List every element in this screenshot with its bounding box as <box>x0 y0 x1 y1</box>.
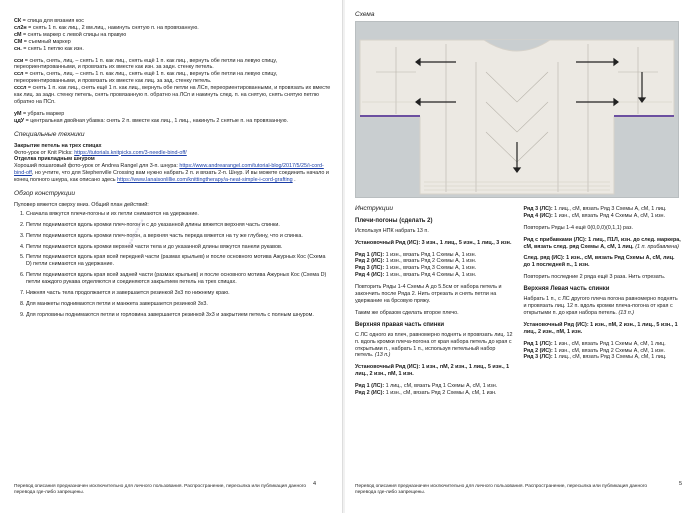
abbrev-key: сн. <box>14 45 22 52</box>
shoulder-heading: Плечи-погоны (сделать 2) <box>355 217 433 224</box>
row-instruction: 1 изн., сМ, вязать Ряд 1 Схемы А, сМ, 1 лиц. <box>552 340 666 347</box>
pattern-row <box>524 213 683 220</box>
close-paragraph <box>14 150 332 157</box>
pattern-row <box>355 252 514 259</box>
abbrev-key: сси <box>14 57 24 64</box>
abbrev-def: = снять 1 п. как лиц., снять ещё 1 п. как лиц., вернуть обе петли на ЛСп, переориентированными, и провязать их вместе как лиц. за задн. стенку петель, снять провязанную п. обратно на ЛСп и накинуть след. п. на снятую, снять снятую петлю обратно на ПСп. <box>14 85 331 105</box>
icord-link2[interactable]: https://www.lanaisonlillie.com/knittingtherapy/a-neat-simple-i-cord-grafting <box>117 177 293 184</box>
construction-step: 5. Петли поднимаются вдоль края всей передней части (размах крыльев) и после основного мотива Ажурных Кос (Схема D) петли снимаются на удержание. <box>26 254 332 268</box>
back-right-text <box>355 332 514 360</box>
row-label: Ряд 1 (ЛС): <box>523 340 553 347</box>
abbrev-item <box>14 85 332 106</box>
abbrev-def: = съемный маркер <box>22 38 71 45</box>
construction-step: 2. Петли поднимаются вдоль кромки плеч-погон и с до указанной длины вяжется верхняя часть спинки. <box>26 222 332 229</box>
abbrev-key: сссл <box>14 85 27 92</box>
garment-photo <box>355 21 679 198</box>
back-right-rows <box>355 383 514 397</box>
row-instruction: 1 изн., вязать Ряд 3 Схемы А, 1 изн. <box>384 265 477 272</box>
abbrev-item <box>14 111 332 118</box>
abbrev-item <box>14 18 332 25</box>
page-left <box>0 0 343 513</box>
abbrev-key: СМ <box>14 38 23 45</box>
construction-steps <box>14 211 332 319</box>
icord-title: Отделка прикладным шнуром <box>14 156 95 163</box>
sweater-image <box>356 22 678 197</box>
row-label: Ряд 4 (ИС): <box>355 272 385 279</box>
increase-row-text: Ряд с прибавками (ЛС): 1 лиц., П1Л, изн. до след. маркера, сМ, вязать след. ряд Схемы А, сМ, 1 лиц. <box>523 236 681 250</box>
abbrev-def: = снять, снять, лиц. – снять 1 п. как лиц., снять ещё 1 п. как лиц., вернуть обе петли на левую спицу, переориентированными, и провязать их вместе как лиц. за зад. стенку петель. <box>14 71 278 85</box>
row-instruction: 1 лиц., сМ, вязать Ряд 3 Схемы А, сМ, 1 лиц. <box>552 205 667 212</box>
back-left-text <box>524 296 683 317</box>
abbrev-list-1 <box>14 18 332 53</box>
repeat-rows: Повторить Ряды 1-4 ещё 0(0,0,0)(0,1,1) раз. <box>523 224 633 231</box>
construction-step: 3. Петли поднимаются вдоль кромки плеч-погон, а верхняя часть переда вяжется на ту же глубину, что и спинка. <box>26 233 332 240</box>
back-right-body: С ЛС одного из плеч, равномерно поднять и провязать лиц. 12 п. вдоль кромки плеча-погона от края набора петель до края с открытыми п., набрать 1 п., используя петельный набор петель. <box>355 331 513 359</box>
construction-step: 4. Петли поднимаются вдоль кромки верхней части тела и до указанной длины вяжутся панели рукавов. <box>26 244 332 251</box>
abbrev-list-3 <box>14 111 332 125</box>
abbrev-item <box>14 118 332 125</box>
row-instruction: 1 изн., вязать Ряд 2 Схемы А, 1 изн. <box>384 258 477 265</box>
abbrev-def: = снять 1 петлю как изн. <box>21 45 84 52</box>
construction-step: 9. Для горловины поднимаются петли и горловина завершается резинкой 3х3 и закрытием петель с полным шнуром. <box>26 312 332 319</box>
row-instruction: 1 изн., вязать Ряд 1 Схемы А, 1 изн. <box>384 251 477 258</box>
abbrev-def: = снять 1 п. как лиц., 2 вм.лиц., накинуть снятую п. на провязанную. <box>26 24 199 31</box>
icord-paragraph: Хороший пошаговый фото-урок от Andrea Rangel для 3-п. шнура: https://www.andrearangel.com/tutorial-blog/2017/5/25/i-cord-bind-off, но учтите, что для Stephenville Crossing вам нужно набрать 2 п. и вязать 2-п. Шнур. И вы можете соединить начало и конец полного шнура, как описано здесь https://www.lanaisonlillie.com/knittingtherapy/a-neat-simple-i-cord-grafting . <box>14 163 329 184</box>
schema-title: Схема <box>355 11 375 18</box>
abbrev-def: = спица для вязания кос <box>21 18 84 24</box>
construction-step: 6. Петли поднимаются вдоль края всей задней части (размах крыльев) и после основного мотива Ажурных Кос (Схема D) петли каждого рукава отделяются и соединяются закрытием петель на трех спицах. <box>26 272 332 286</box>
row-instruction: 1 изн., сМ, вязать Ряд 4 Схемы А, сМ, 1 изн. <box>552 212 666 219</box>
page-number-right: 5 <box>679 481 683 488</box>
instructions-heading: Инструкции <box>355 204 394 212</box>
shoulder-rows <box>355 252 514 280</box>
footer-note-right: Перевод описания предназначен исключительно для личного пользования. Распространение, пересылка или публикация данного перевода где-либо запрещены. <box>355 484 648 495</box>
pattern-row <box>524 354 683 361</box>
row-label: Ряд 3 (ЛС): <box>523 205 553 212</box>
instructions-column-1 <box>355 206 514 397</box>
row-label: Ряд 4 (ИС): <box>523 212 553 219</box>
back-left-body: Набрать 1 п., с ЛС другого плеча погона равномерно поднять и провязать лиц. 12 п. вдоль кромки плеча-погона от края с открытыми п. до края набора петель. <box>523 296 678 316</box>
repeat-last: Повторить последние 2 ряда ещё 3 раза. Нить отрезать. <box>523 274 666 281</box>
setup-row-2: Установочный Ряд (ИС): 1 изн., пМ, 2 изн., 1 лиц., 5 изн., 1 лиц., 2 изн., пМ, 1 изн. <box>355 364 510 378</box>
abbrev-key: уМ <box>14 110 22 117</box>
icord-text2: , но учтите, что для Stephenville Crossing вам нужно набрать 2 п. и вязать 2-п. Шнур. И вы можете соединить начало и конец полного шнура, как описано здесь <box>14 170 329 184</box>
back-left-rows <box>524 341 683 362</box>
row-instruction: 1 изн., сМ, вязать Ряд 2 Схемы А, сМ, 1 изн. <box>552 347 666 354</box>
row-instruction: 1 лиц., сМ, вязать Ряд 1 Схемы А, сМ, 1 изн. <box>384 383 498 390</box>
row-label: Ряд 1 (ЛС): <box>355 251 385 258</box>
setup-row-3: Установочный Ряд (ИС): 1 изн., пМ, 2 изн., 1 лиц., 5 изн., 1 лиц., 2 изн., пМ, 1 изн. <box>523 321 678 335</box>
abbrev-item <box>14 71 332 85</box>
pattern-row <box>355 383 514 390</box>
shoulder-repeat: Повторить Ряды 1-4 Схемы А до 5.5см от набора петель и закончить после Ряда 2. Нить отрезать и снять петли на удержание на брсовую пряжу. <box>355 284 502 304</box>
increase-note: (1 п. прибавлена) <box>635 243 679 250</box>
row-label: Ряд 3 (ЛС): <box>523 354 553 361</box>
row-label: Ряд 2 (ИС): <box>355 258 385 265</box>
icord-text: Хороший пошаговый фото-урок от Andrea Rangel для 3-п. шнура: <box>14 163 180 170</box>
row-label: Ряд 3 (ЛС): <box>355 265 385 272</box>
overview-intro: Пуловер вяжется сверху вниз. Общий план действий: <box>14 201 149 208</box>
close-link[interactable]: https://tutorials.knitpicks.com/3-needle-bind-off/ <box>74 149 187 156</box>
watermark: •••••••••• <box>123 216 148 250</box>
special-techniques-heading: Специальные техники <box>14 130 85 138</box>
back-left-count: (13 п.) <box>618 309 634 316</box>
pattern-row <box>355 390 514 397</box>
back-right-heading: Верхняя правая часть спинки <box>355 321 445 328</box>
row-instruction: 1 лиц., сМ, вязать Ряд 3 Схемы А, сМ, 1 лиц. <box>552 354 667 361</box>
row-instruction: 1 изн., вязать Ряд 4 Схемы А, 1 изн. <box>384 272 477 279</box>
abbrev-key: цдУ <box>14 117 25 124</box>
setup-row: Установочный Ряд (ИС): 3 изн., 1 лиц., 5 изн., 1 лиц., 3 изн. <box>355 239 512 246</box>
abbrev-key: сМ <box>14 31 22 38</box>
abbrev-def: = снять, снять, лиц. – снять 1 п. как лиц., снять ещё 1 п. как лиц., вернуть обе петли на левую спицу, переориентированными, и провязать их вместе как изн. за задн. стенку петель. <box>14 57 278 71</box>
abbrev-def: = убрать маркер <box>21 110 65 117</box>
abbrev-item <box>14 58 332 72</box>
pattern-row <box>524 348 683 355</box>
close-text: Фото-урок от Knit Picks: <box>14 149 75 156</box>
abbrev-list-2 <box>14 58 332 106</box>
construction-step: 8. Для манжеты поднимаются петли и манжета завершается резинкой 3х3. <box>26 301 332 308</box>
second-shoulder: Таким же образом сделать второе плечо. <box>355 309 459 316</box>
abbrev-def: = центральная двойная убавка: снять 2 п. вместе как лиц., 1 лиц., накинуть 2 снятые п. на провязанную. <box>24 117 289 124</box>
page-number-left: 4 <box>313 481 317 488</box>
back-right-rows-cont <box>524 206 683 220</box>
abbrev-def: = снять маркер с левой спицы на правую <box>21 31 127 38</box>
pattern-row <box>355 258 514 265</box>
abbrev-item <box>14 32 332 39</box>
abbrev-item <box>14 25 332 32</box>
pattern-row <box>524 206 683 213</box>
page-right <box>345 0 690 513</box>
row-label: Ряд 1 (ЛС): <box>355 383 385 390</box>
construction-step: 7. Нижняя часть тела продолжается и завершается резинкой 3х3 по нижнему краю. <box>26 290 332 297</box>
abbrev-key: ссл <box>14 71 24 78</box>
instructions-column-2 <box>524 206 683 397</box>
next-row: След. ряд (ИС): 1 изн., сМ, вязать Ряд Схемы А, сМ, лиц. до 1 последней п., 1 изн. <box>523 255 675 269</box>
close-title: Закрытие петель на трех спицах <box>14 142 102 149</box>
row-label: Ряд 2 (ИС): <box>523 347 553 354</box>
increase-row <box>524 237 683 251</box>
abbrev-item <box>14 46 332 53</box>
row-instruction: 1 изн., сМ, вязать Ряд 2 Схемы А, сМ, 1 изн. <box>384 390 497 397</box>
abbrev-item <box>14 39 332 46</box>
pattern-row <box>355 272 514 279</box>
back-left-heading: Верхняя Левая часть спинки <box>523 286 610 293</box>
abbrev-key: сл2н <box>14 24 27 31</box>
pattern-row <box>355 265 514 272</box>
icord-link[interactable]: https://www.andrearangel.com/tutorial-blog/2017/5/25/i-cord-bind-off <box>14 163 324 177</box>
abbrev-key: СК <box>14 18 22 24</box>
back-right-count: (13 п.) <box>374 352 391 359</box>
shoulder-intro: Используя НПК набрать 13 п. <box>355 227 429 234</box>
row-label: Ряд 2 (ИС): <box>355 390 385 397</box>
construction-step: 1. Сначала вяжутся плечи-погоны и их петли снимаются на удержание. <box>26 211 332 218</box>
overview-heading: Обзор конструкции <box>14 190 76 198</box>
pattern-row <box>524 341 683 348</box>
footer-note-left: Перевод описания предназначен исключительно для личного пользования. Распространение, пересылка или публикация данного перевода где-либо запрещены. <box>14 484 307 495</box>
